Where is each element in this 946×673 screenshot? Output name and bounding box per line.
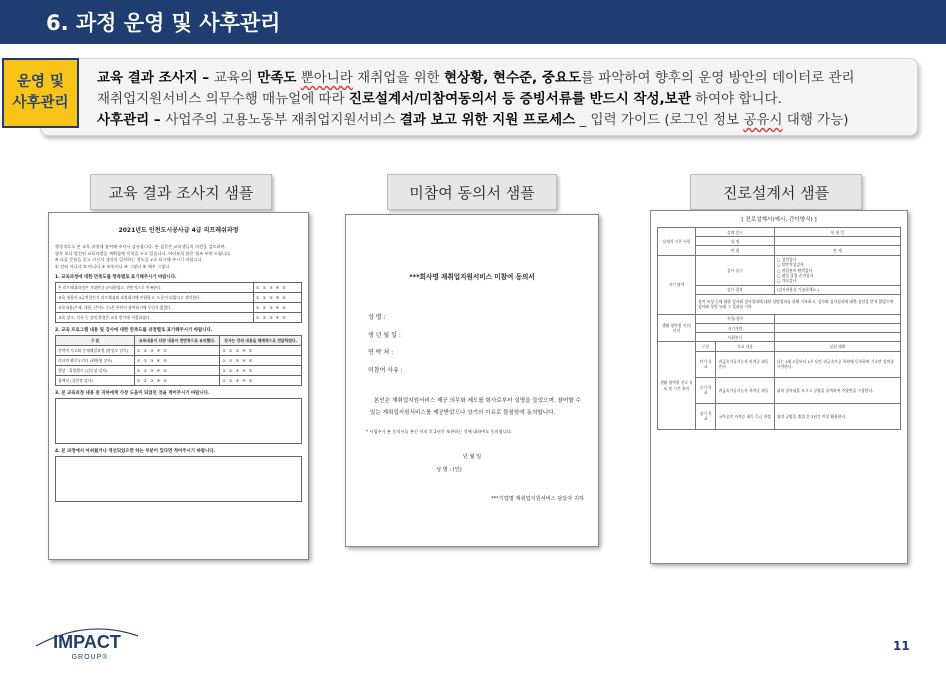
page-title: 6. 과정 운영 및 사후관리	[46, 11, 281, 35]
table-cell: 직업/경력	[696, 314, 775, 323]
logo-wordmark: IMPACT	[53, 632, 121, 652]
test-checkbox: □ 직업흥미 탐색검사	[776, 267, 813, 273]
summary-line-3-wavy: 공유시	[743, 112, 783, 128]
table-row	[56, 356, 302, 366]
table-cell: 구분	[696, 342, 716, 351]
table-header: 강사는 강의 내용을 체계적으로 전달하였다.	[220, 336, 302, 346]
consent-field-reason: 미참여 사유 :	[368, 366, 403, 374]
table-cell: 실천 계획	[774, 342, 900, 351]
table-cell: 사회봉사	[696, 333, 775, 342]
career-plan-sample-doc	[650, 210, 908, 564]
table-cell	[774, 314, 900, 323]
summary-line-1	[97, 68, 855, 89]
table-row	[56, 313, 302, 323]
table-cell: 년 월 일	[774, 228, 900, 237]
table-cell: 연 령	[696, 246, 775, 255]
survey-scale: ① ② ③ ④ ⑤	[134, 376, 219, 386]
test-checkbox: □ 일반적성검사	[776, 262, 804, 268]
consent-field-name: 성 명 :	[368, 314, 386, 321]
table-cell	[774, 255, 900, 285]
table-cell: 설계자 기본 사항	[658, 228, 696, 256]
summary-line-3-lead: 사후관리 –	[97, 112, 166, 128]
summary-line-2	[97, 89, 855, 110]
summary-line-1-text: 교육의	[213, 70, 258, 86]
survey-section-2: 2. 교육 프로그램 내용 및 강사에 대한 만족도를 과정별로 표기해주시기 바랍니다.	[55, 328, 213, 333]
table-row	[658, 314, 901, 323]
table-cell: 검사 결과	[696, 285, 775, 294]
table-row	[658, 228, 901, 237]
consent-fields	[368, 309, 598, 379]
survey-question: 교육 장소, 식사 등 강의 환경은 교육 받기에 적절하였다.	[56, 313, 254, 323]
summary-line-3	[97, 110, 855, 131]
survey-intro-3: ※ 다음 문항을 읽고 자신의 생각과 일치하는 정도를 ∨로 표시해 주시기 바랍니다.	[55, 257, 203, 262]
table-cell: 국가공인 자격증 취득 등급 향상	[716, 403, 774, 429]
summary-line-1-lead: 교육 결과 조사지 –	[97, 70, 214, 86]
test-checkbox: □ 취업 창업 준비검사	[776, 272, 814, 278]
table-cell: 설계 일시	[696, 228, 775, 237]
summary-line-1-wavy: 뿐아니라	[300, 70, 353, 86]
summary-line-3-text2: _ 입력 가이드 (로그인 정보	[575, 112, 744, 128]
title-bar	[0, 0, 946, 44]
table-cell: 검사 실시	[696, 255, 775, 285]
survey-sample-doc	[48, 212, 309, 560]
summary-line-1-text2: 재취업을 위한	[352, 70, 444, 86]
table-cell	[774, 324, 900, 333]
survey-title: 2021년도 인천도시공사급 4급 리프레쉬과정	[118, 227, 239, 234]
table-cell: 장기 목표	[696, 403, 716, 429]
table-cell: 나는 4월 1일부터 1주 동안 귀금속가공 학원에 등록하여 기초반 강의를 시작한다.	[774, 351, 900, 377]
consent-title: ***회사명 재취업지원서비스 미참여 동의서	[409, 273, 535, 281]
table-cell: 행상 · 힐링캠프 (김동성 강사)	[56, 366, 135, 376]
table-cell: 자기 탐색	[658, 255, 696, 314]
table-row	[56, 366, 302, 376]
answer-box	[55, 456, 302, 502]
table-row	[658, 255, 901, 285]
table-cell	[774, 237, 900, 246]
summary-line-3-text: 사업주의 고용노동부 재취업지원서비스	[165, 112, 400, 128]
summary-text	[97, 68, 855, 131]
answer-box	[55, 398, 302, 444]
survey-scale: ① ② ③ ④ ⑤	[253, 313, 301, 323]
table-cell: 생활 영역별 진로 목표 및 시간 관리	[658, 342, 696, 429]
table-cell: 귀금속가공기능사 자격증 취득 준비	[716, 351, 774, 377]
sample-label-career: 진로설계서 샘플	[690, 174, 862, 210]
consent-recipient: ***기업명 재취업지원서비스 담당자 귀하	[491, 496, 584, 502]
survey-scale: ① ② ③ ④ ⑤	[134, 356, 219, 366]
table-cell: 잡에티 (김민정 강사)	[56, 376, 135, 386]
summary-line-3-bold: 결과 보고 위한 지원 프로세스	[399, 112, 576, 128]
section-badge	[2, 58, 79, 128]
survey-intro	[55, 244, 302, 270]
table-cell	[774, 333, 900, 342]
test-checkbox: □ 기타검사	[776, 277, 797, 283]
survey-scale: ① ② ③ ④ ⑤	[220, 366, 302, 376]
badge-line-2: 사후관리	[12, 95, 69, 111]
table-row	[56, 346, 302, 356]
badge-line-1: 운영 및	[16, 74, 65, 90]
sample-label-consent: 미참여 동의서 샘플	[387, 174, 557, 210]
page-number: 11	[893, 639, 910, 653]
career-plan-table	[657, 227, 901, 430]
summary-line-1-bold2: 현상황, 현수준, 중요도	[443, 70, 582, 86]
summary-line-3-text3: 대행 가능)	[782, 112, 849, 128]
table-row	[658, 342, 901, 351]
test-checkbox: □ 성격검사	[776, 257, 797, 263]
summary-box	[40, 58, 918, 136]
summary-line-2-text2: 하여야 합니다.	[690, 91, 782, 107]
table-cell: 전략적 사고와 문제해결과정 (방성모 강사)	[56, 346, 135, 356]
table-cell: 생활 영역별 미션/비전	[658, 314, 696, 342]
survey-section-1: 1. 교육과정에 대한 만족도를 항목별로 표기해주시기 바랍니다.	[55, 275, 177, 280]
survey-scale: ① ② ③ ④ ⑤	[253, 283, 301, 293]
table-cell: 목표 내용	[716, 342, 774, 351]
survey-scale: ① ② ③ ④ ⑤	[220, 376, 302, 386]
table-cell: 위의 강사님을 모시고 공방을 물색하여 주말반을 수강한다.	[774, 377, 900, 403]
sample-label-survey: 교육 결과 조사지 샘플	[90, 174, 272, 210]
table-cell: 위의 공방을 졸업 후 2년간 이상 활용한다.	[774, 403, 900, 429]
career-plan-title: [ 진로설계서(예시, 간이양식) ]	[741, 217, 817, 223]
table-cell: 중기 목표	[696, 377, 716, 403]
survey-question: 본 리프레쉬과정은 기대만큼 유익하였고, 전반적으로 만족한다.	[56, 283, 254, 293]
table-cell: (검사내용을 기술하세요.)	[774, 285, 900, 294]
summary-line-2-bold: 진로설계서/미참여동의서 등 증빙서류를 반드시 작성,보관	[348, 91, 691, 107]
consent-signature: 성 명 : (인)	[436, 467, 462, 473]
table-row	[56, 376, 302, 386]
survey-intro-1: 행정적으로 본 교육 과정에 참여해 주셔서 감사합니다. 본 설문은 교육생들의 의견을 검토하여,	[55, 244, 227, 249]
table-cell: 귀금속가공기능사 자격증 취득	[716, 377, 774, 403]
table-cell: 리더의 팔로우리더 (최한영 강사)	[56, 356, 135, 366]
survey-table-1	[55, 282, 302, 323]
consent-note: * 사업주가 본 동의서를 본인 이직 후 2년간 보관하는 것에 대하여도 동의합니다.	[366, 429, 513, 434]
logo-graphic	[32, 622, 142, 664]
consent-sample-doc	[345, 214, 599, 547]
impact-group-logo	[32, 622, 142, 664]
consent-field-birth: 생 년 월 일 :	[368, 331, 401, 339]
survey-section-3: 3. 본 교육과정 내용 중 귀하에게 가장 도움이 되었던 것을 적어주시기 바랍니다.	[55, 391, 210, 396]
table-row	[56, 303, 302, 313]
survey-question: 교육내용(주제, 내용, 난이도 등)은 본인이 참여하기에 무리가 없었다.	[56, 303, 254, 313]
survey-section-4: 4. 본 과정에서 아쉬웠거나 개선되었으면 하는 부분이 있다면 적어주시기 바랍니다.	[55, 449, 216, 454]
logo-subtext: GROUP®	[71, 654, 109, 661]
table-cell: 단기 목표	[696, 351, 716, 377]
table-header: 구 분	[56, 336, 135, 346]
survey-scale: ① ② ③ ④ ⑤	[134, 366, 219, 376]
consent-field-contact: 연 락 처 :	[368, 349, 394, 356]
table-cell: 만 세	[774, 246, 900, 255]
survey-intro-4: ① 전혀 아니다 ② 아니다 ③ 보통이다 ④ 그렇다 ⑤ 매우 그렇다	[55, 263, 170, 269]
survey-scale: ① ② ③ ④ ⑤	[253, 303, 301, 313]
consent-date: 년 월 일	[462, 454, 482, 460]
survey-intro-2: 향후 보다 발전된 교육과정을 계획함에 목적을 두고 있습니다. 여러분의 많은 협조 부탁 드립니다.	[55, 250, 232, 256]
consent-body: 본인은 재취업지원서비스 제공 의무화 제도를 회사로부터 설명을 들었으며, 참여할 수 있는 재취업지원서비스를 제공받았으나 상기의 이유로 불참함에 동의합니다.	[370, 398, 581, 416]
survey-table-2	[55, 335, 302, 386]
table-cell: 자기개발	[696, 324, 775, 333]
table-row	[56, 283, 302, 293]
table-header: 교육내용이 다양 내용이 전반적으로 유익했다.	[134, 336, 219, 346]
table-row	[56, 293, 302, 303]
table-cell: 성격 특성 등에 대한 검사와 검사결과에 대한 상담결과를 위해 기록하고, 검사와 검사결과에 대한 상담을 받지 않았으면 검사와 상담 유래 그 결과를 기록	[696, 294, 901, 314]
survey-scale: ① ② ③ ④ ⑤	[134, 346, 219, 356]
survey-scale: ① ② ③ ④ ⑤	[220, 356, 302, 366]
summary-line-1-bold: 만족도	[257, 70, 297, 86]
summary-line-2-text: 재취업지원서비스 의무수행 매뉴얼에 따라	[97, 91, 349, 107]
table-cell: 성 명	[696, 237, 775, 246]
summary-line-1-text3: 를 파악하여 향후의 운영 방안의 데이터로 관리	[581, 70, 855, 86]
survey-scale: ① ② ③ ④ ⑤	[220, 346, 302, 356]
table-header-row	[56, 336, 302, 346]
survey-scale: ① ② ③ ④ ⑤	[253, 293, 301, 303]
survey-question: 교육 내용이 4급역할인식 리프레쉬와 과정취지에 부합하고, 도움이 되었다고 생각한다.	[56, 293, 254, 303]
